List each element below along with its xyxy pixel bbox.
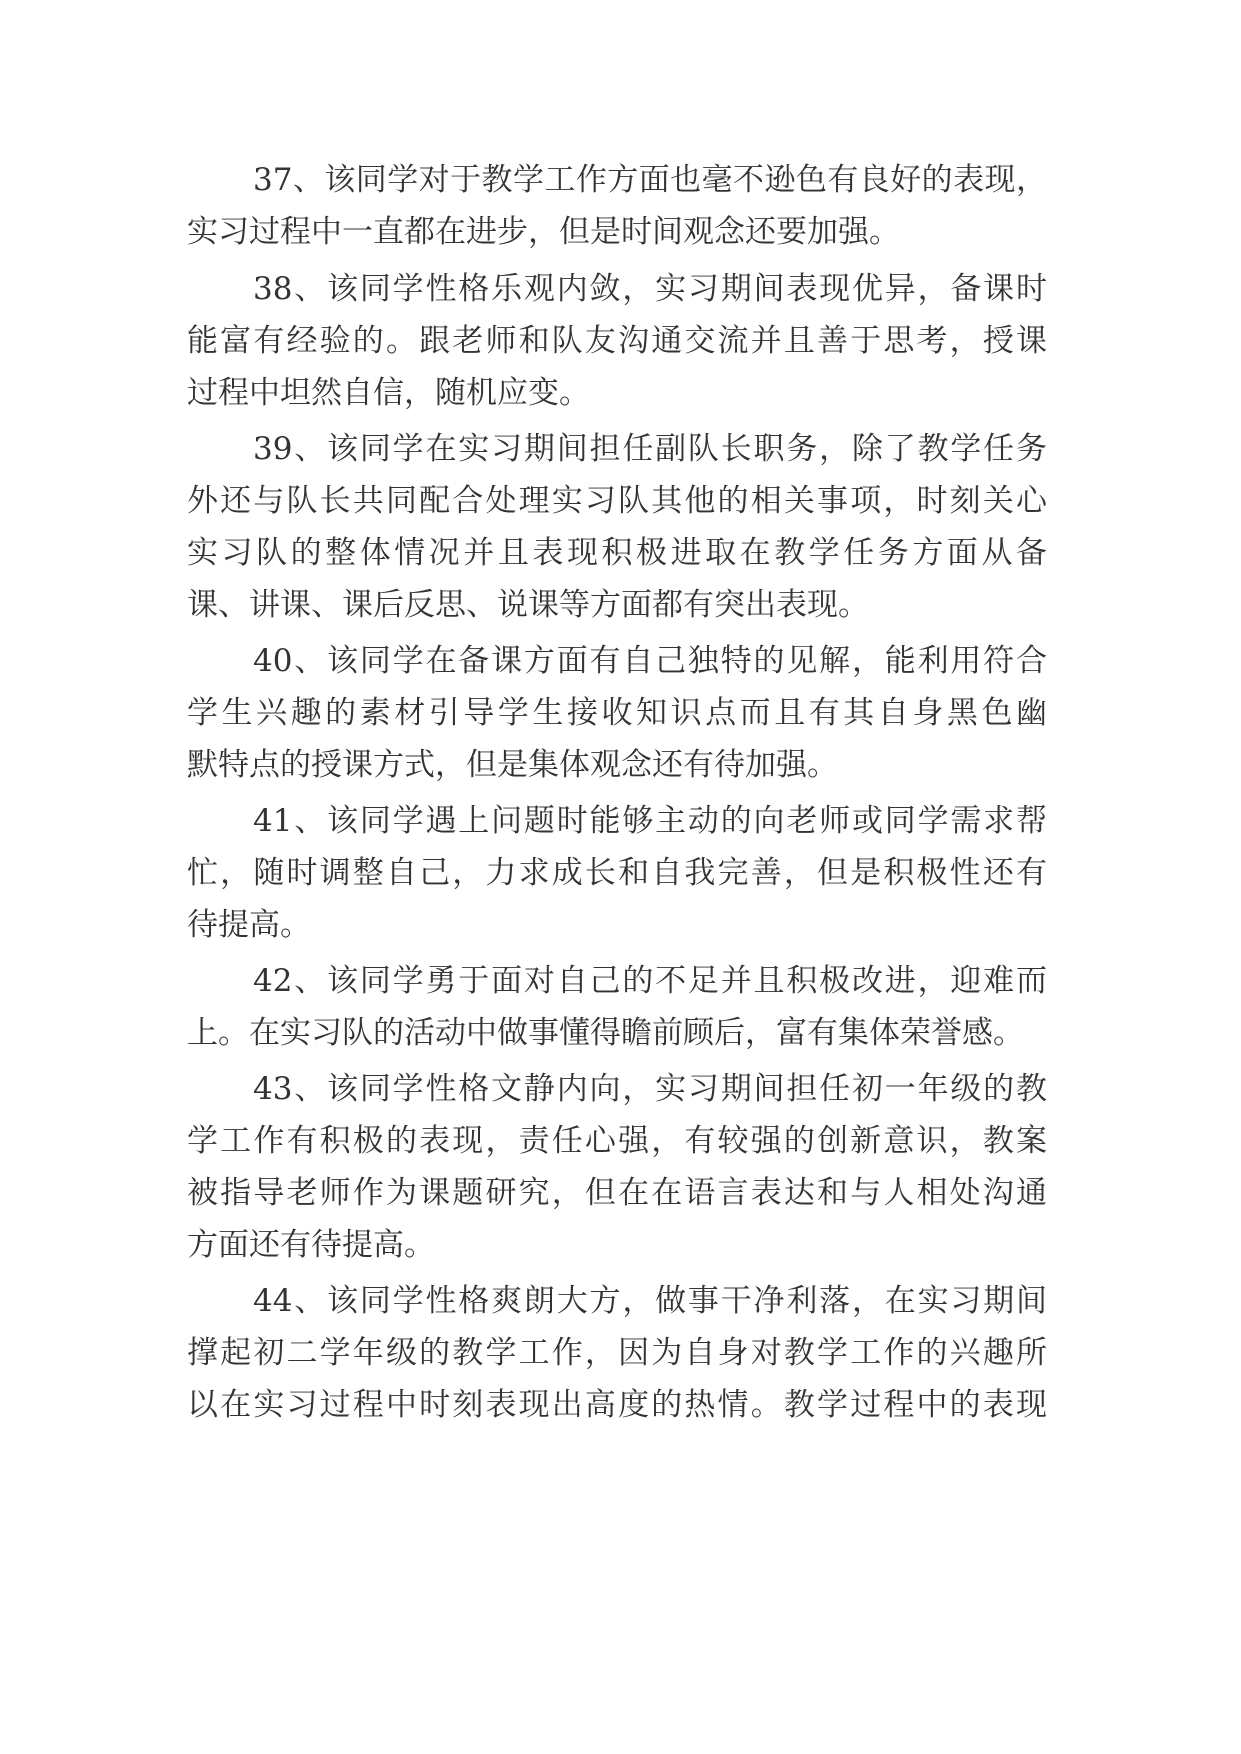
paragraph-40-line-2: 学生兴趣的素材引导学生接收知识点而且有其自身黑色幽 — [187, 695, 1047, 731]
paragraph-39-line-4: 课、讲课、课后反思、说课等方面都有突出表现。 — [187, 587, 869, 623]
paragraph-37-line-1: 37、该同学对于教学工作方面也毫不逊色有良好的表现， — [253, 162, 1047, 198]
paragraph-39-line-2: 外还与队长共同配合处理实习队其他的相关事项，时刻关心 — [187, 483, 1047, 519]
paragraph-39-line-1: 39、该同学在实习期间担任副队长职务，除了教学任务 — [253, 431, 1047, 467]
paragraph-38-line-3: 过程中坦然自信，随机应变。 — [187, 375, 590, 411]
paragraph-42-line-1: 42、该同学勇于面对自己的不足并且积极改进，迎难而 — [253, 963, 1047, 999]
paragraph-44-line-2: 撑起初二学年级的教学工作，因为自身对教学工作的兴趣所 — [187, 1335, 1047, 1371]
paragraph-43-line-4: 方面还有待提高。 — [187, 1227, 435, 1263]
paragraph-41-line-3: 待提高。 — [187, 907, 311, 943]
paragraph-44-line-3: 以在实习过程中时刻表现出高度的热情。教学过程中的表现 — [187, 1387, 1047, 1423]
paragraph-40-line-1: 40、该同学在备课方面有自己独特的见解，能利用符合 — [253, 643, 1047, 679]
paragraph-37-line-2: 实习过程中一直都在进步，但是时间观念还要加强。 — [187, 214, 900, 250]
paragraph-44-line-1: 44、该同学性格爽朗大方，做事干净利落，在实习期间 — [253, 1283, 1047, 1319]
paragraph-41-line-1: 41、该同学遇上问题时能够主动的向老师或同学需求帮 — [253, 803, 1047, 839]
paragraph-42-line-2: 上。在实习队的活动中做事懂得瞻前顾后，富有集体荣誉感。 — [187, 1015, 1024, 1051]
paragraph-38-line-1: 38、该同学性格乐观内敛，实习期间表现优异，备课时 — [253, 271, 1047, 307]
paragraph-43-line-2: 学工作有积极的表现，责任心强，有较强的创新意识，教案 — [187, 1123, 1047, 1159]
paragraph-43-line-3: 被指导老师作为课题研究，但在在语言表达和与人相处沟通 — [187, 1175, 1047, 1211]
paragraph-38-line-2: 能富有经验的。跟老师和队友沟通交流并且善于思考，授课 — [187, 323, 1047, 359]
paragraph-43-line-1: 43、该同学性格文静内向，实习期间担任初一年级的教 — [253, 1071, 1047, 1107]
paragraph-40-line-3: 默特点的授课方式，但是集体观念还有待加强。 — [187, 747, 838, 783]
paragraph-39-line-3: 实习队的整体情况并且表现积极进取在教学任务方面从备 — [187, 535, 1047, 571]
paragraph-41-line-2: 忙，随时调整自己，力求成长和自我完善，但是积极性还有 — [187, 855, 1047, 891]
